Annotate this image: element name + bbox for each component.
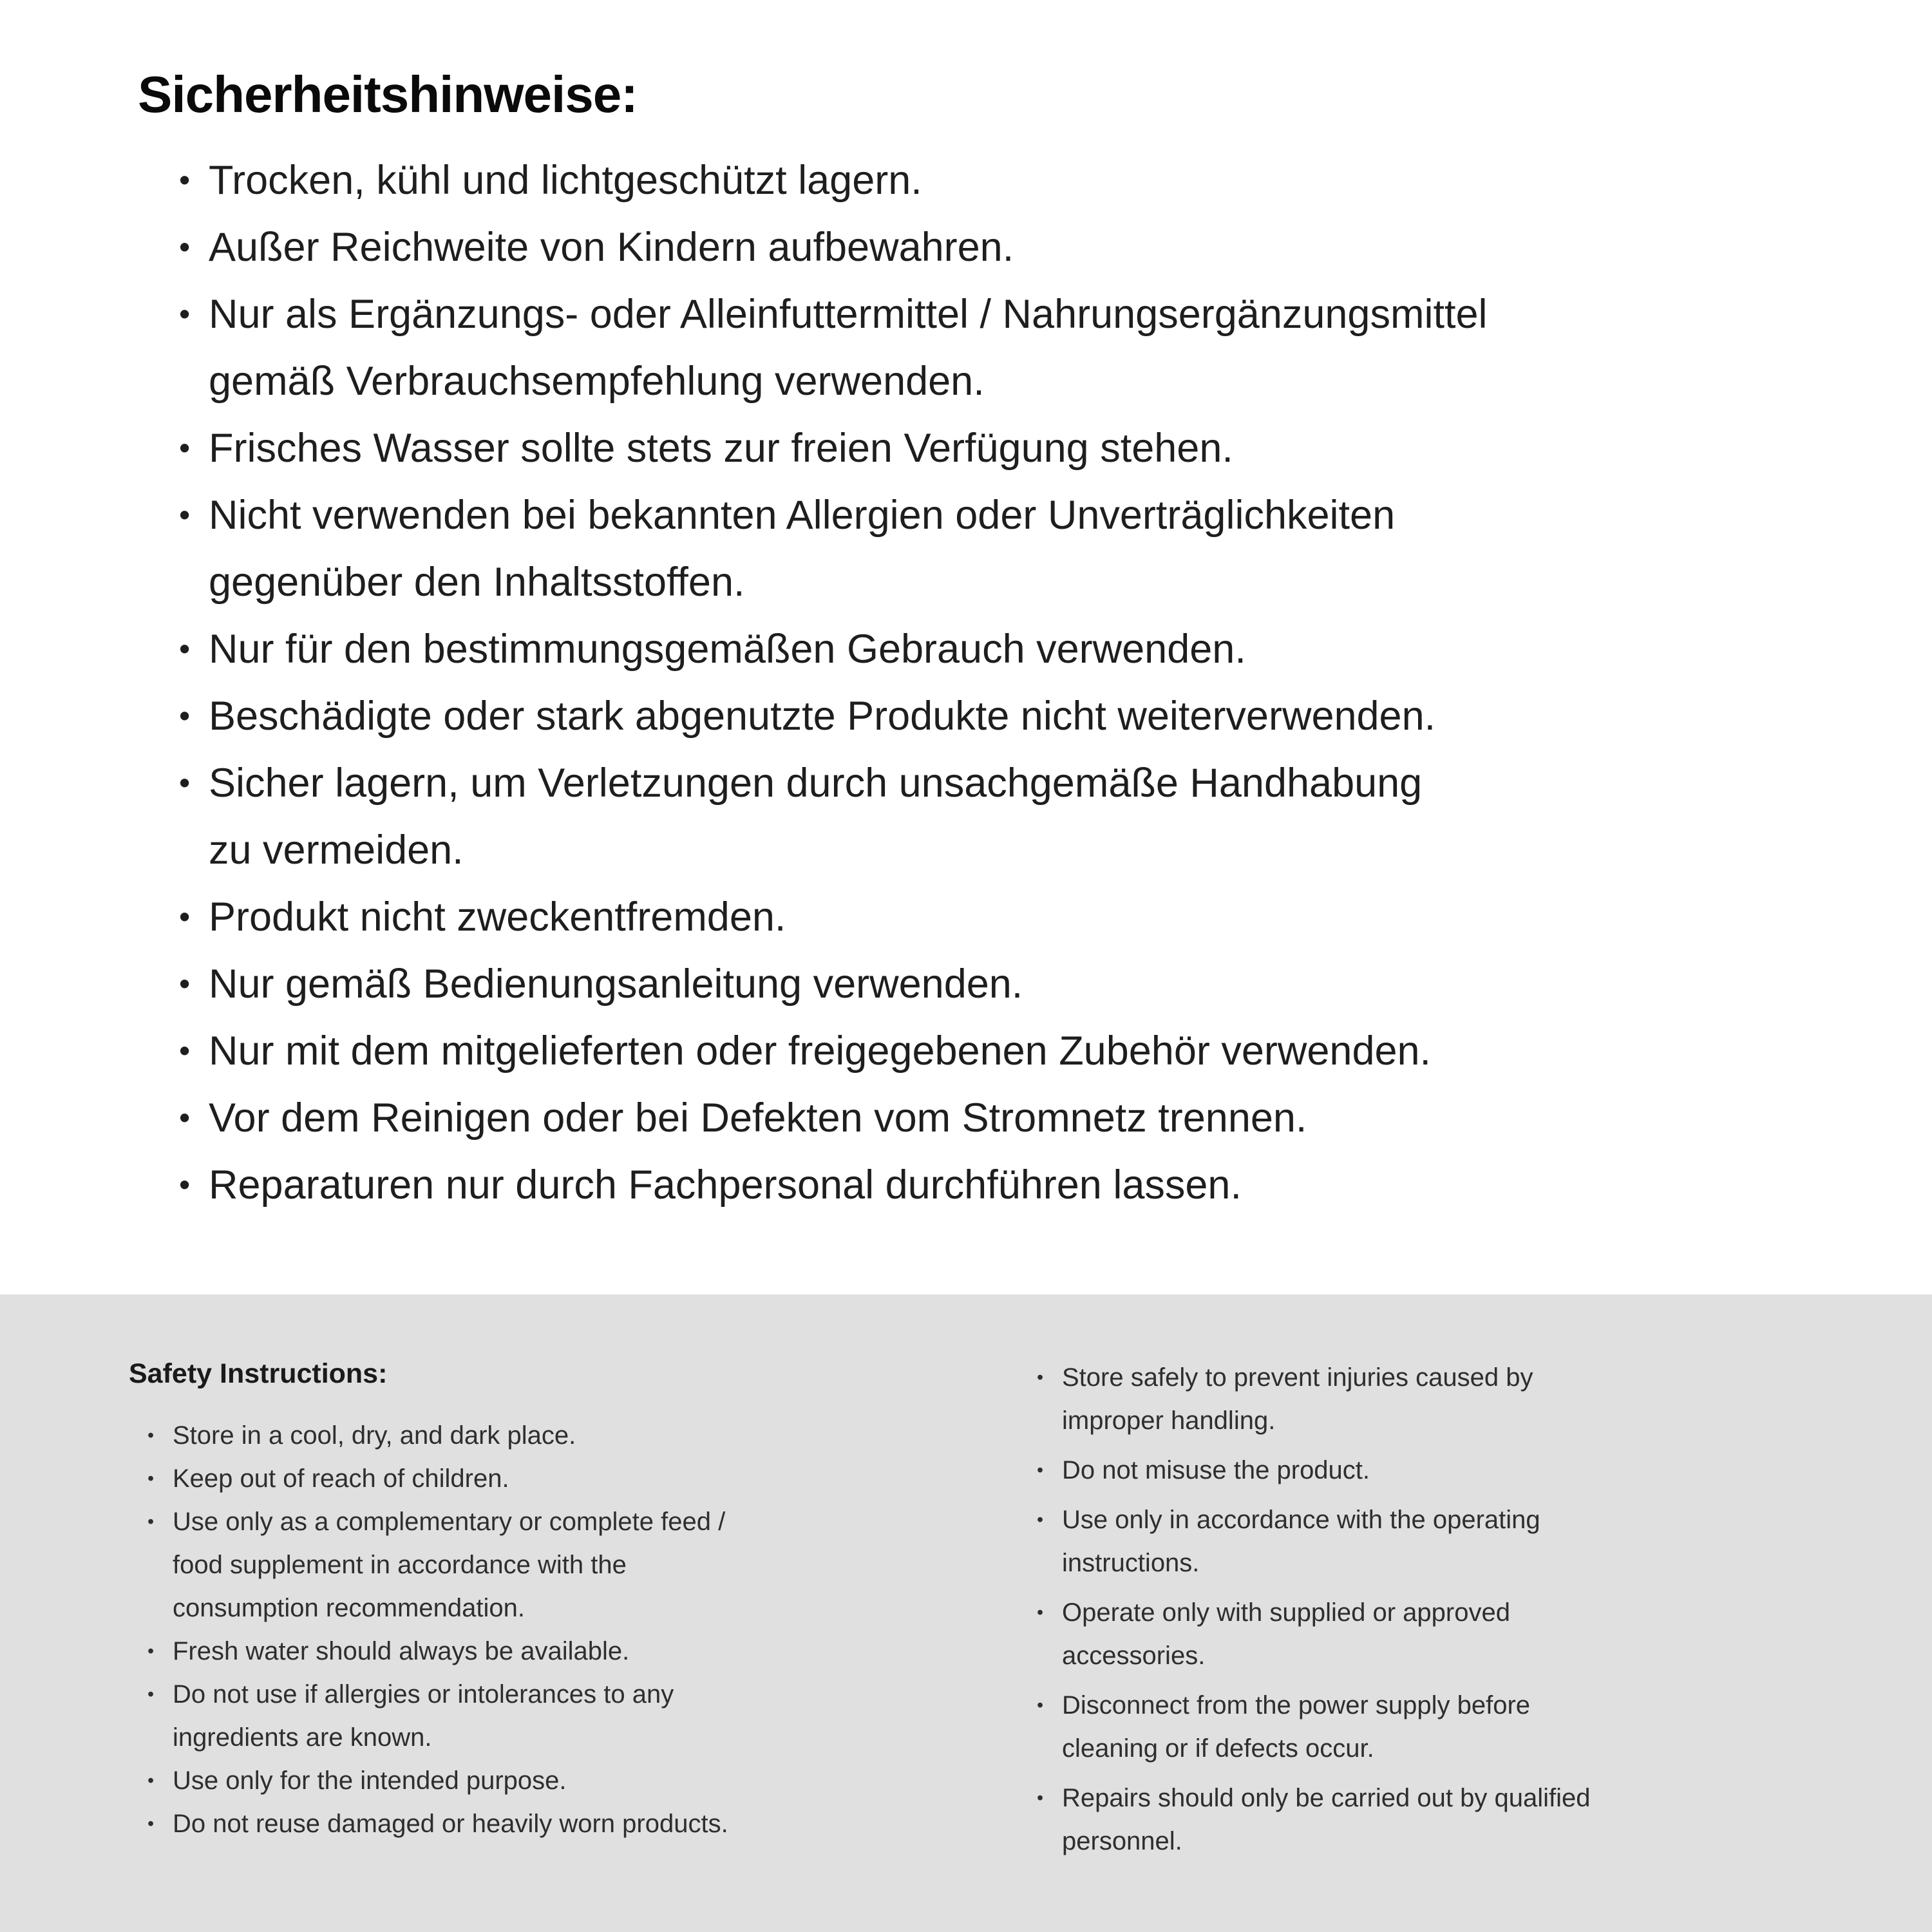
german-safety-item (179, 147, 1803, 214)
german-safety-list (179, 147, 1803, 1218)
english-title: Safety Instructions: (129, 1358, 388, 1389)
german-safety-item-line: • Beschädigte oder stark abgenutzte Produkte nicht weiterverwenden. (209, 694, 1436, 739)
english-safety-item-line: • Keep out of reach of children. (173, 1464, 509, 1493)
english-left-column (129, 1356, 1025, 1846)
english-safety-list-left (147, 1414, 1004, 1846)
german-safety-item-line: • Nicht verwenden bei bekannten Allergien oder Unverträglichkeiten (209, 493, 1396, 538)
german-safety-item (179, 884, 1803, 951)
english-safety-item (147, 1673, 1004, 1759)
german-title: Sicherheitshinweise: (138, 66, 638, 123)
german-safety-item (179, 750, 1803, 884)
english-safety-item (147, 1501, 1004, 1630)
english-safety-list-right (1037, 1356, 1848, 1863)
german-safety-item-line: • Nur für den bestimmungsgemäßen Gebrauch verwenden. (209, 627, 1246, 672)
german-safety-item-line: • Reparaturen nur durch Fachpersonal durchführen lassen. (209, 1162, 1242, 1208)
german-safety-item (179, 683, 1803, 750)
english-safety-item (1037, 1499, 1848, 1585)
english-safety-item-line: cleaning or if defects occur. (1062, 1734, 1374, 1763)
english-safety-item-line: • Do not misuse the product. (1062, 1456, 1370, 1484)
english-section (0, 1294, 1932, 1932)
english-safety-item-line: • Do not use if allergies or intolerances to any (173, 1680, 674, 1709)
german-safety-item-line: • Nur gemäß Bedienungsanleitung verwenden. (209, 961, 1023, 1007)
german-safety-item (179, 415, 1803, 482)
german-safety-item-line: • Trocken, kühl und lichtgeschützt lagern. (209, 158, 922, 203)
english-right-column (1025, 1356, 1848, 1870)
english-safety-item (147, 1803, 1004, 1846)
german-safety-item-line: • Außer Reichweite von Kindern aufbewahren. (209, 225, 1014, 270)
english-safety-item-line: • Use only in accordance with the operating (1062, 1506, 1540, 1534)
english-safety-item-line: consumption recommendation. (173, 1594, 525, 1622)
english-safety-item-line: ingredients are known. (173, 1723, 432, 1752)
german-safety-item-line: gegenüber den Inhaltsstoffen. (209, 560, 745, 605)
german-safety-item (179, 482, 1803, 616)
english-safety-item-line: • Fresh water should always be available. (173, 1637, 630, 1665)
german-safety-item-line: • Produkt nicht zweckentfremden. (209, 895, 786, 940)
english-safety-item-line: • Operate only with supplied or approved (1062, 1598, 1510, 1627)
english-safety-item (1037, 1684, 1848, 1770)
german-safety-item-line: • Vor dem Reinigen oder bei Defekten vom Stromnetz trennen. (209, 1095, 1307, 1141)
german-safety-item (179, 951, 1803, 1018)
german-safety-item (179, 281, 1803, 415)
english-safety-item-line: accessories. (1062, 1642, 1206, 1670)
english-safety-item-line: • Do not reuse damaged or heavily worn products. (173, 1810, 728, 1838)
english-safety-item-line: • Store safely to prevent injuries caused by (1062, 1363, 1533, 1392)
german-safety-item-line: zu vermeiden. (209, 828, 464, 873)
german-safety-item (179, 1151, 1803, 1218)
english-safety-item-line: • Store in a cool, dry, and dark place. (173, 1421, 576, 1450)
english-safety-item-line: • Disconnect from the power supply before (1062, 1691, 1531, 1719)
german-safety-item (179, 214, 1803, 281)
german-safety-item-line: • Frisches Wasser sollte stets zur freien Verfügung stehen. (209, 426, 1233, 471)
english-safety-item (1037, 1591, 1848, 1678)
english-safety-item-line: • Use only as a complementary or complete feed / (173, 1508, 726, 1536)
english-safety-item-line: instructions. (1062, 1549, 1200, 1577)
english-safety-item (1037, 1356, 1848, 1443)
english-safety-item (1037, 1777, 1848, 1863)
english-safety-item-line: food supplement in accordance with the (173, 1551, 627, 1579)
english-safety-item (147, 1457, 1004, 1501)
german-safety-item-line: • Nur mit dem mitgelieferten oder freigegebenen Zubehör verwenden. (209, 1028, 1432, 1074)
german-safety-item (179, 616, 1803, 683)
german-safety-item-line: • Sicher lagern, um Verletzungen durch unsachgemäße Handhabung (209, 761, 1423, 806)
german-safety-item-line: gemäß Verbrauchsempfehlung verwenden. (209, 359, 985, 404)
english-safety-item-line: • Use only for the intended purpose. (173, 1766, 567, 1795)
english-safety-item-line: improper handling. (1062, 1406, 1276, 1435)
german-safety-item-line: • Nur als Ergänzungs- oder Alleinfuttermittel / Nahrungsergänzungsmittel (209, 292, 1488, 337)
english-safety-item (147, 1759, 1004, 1803)
english-safety-item-line: personnel. (1062, 1827, 1182, 1855)
english-safety-item (147, 1630, 1004, 1673)
english-safety-item (147, 1414, 1004, 1457)
german-safety-item (179, 1084, 1803, 1151)
english-safety-item-line: • Repairs should only be carried out by qualified (1062, 1784, 1591, 1812)
german-safety-item (179, 1018, 1803, 1084)
english-safety-item (1037, 1449, 1848, 1492)
